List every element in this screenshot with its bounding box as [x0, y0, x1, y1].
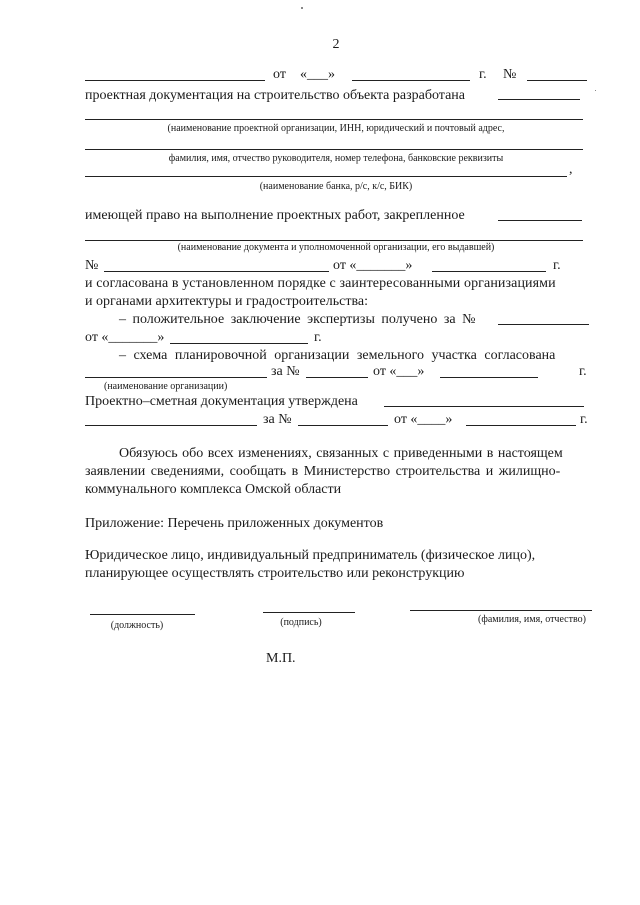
caption-director: фамилия, имя, отчество руководителя, номер телефона, банковские реквизиты: [168, 153, 504, 164]
label-year: г.: [479, 67, 487, 82]
blank-line[interactable]: [384, 406, 584, 407]
pledge-line-3: коммунального комплекса Омской области: [85, 482, 342, 497]
pledge-line-1: Обязуюсь обо всех изменениях, связанных с приведенными в настоящем: [119, 446, 563, 461]
label-year: г.: [580, 412, 588, 427]
caption-bank: (наименование банка, р/с, к/с, БИК): [259, 181, 413, 192]
stamp-place: М.П.: [266, 651, 296, 666]
caption-signature: (подпись): [280, 617, 322, 628]
blank-line[interactable]: [85, 119, 583, 120]
blank-line[interactable]: [498, 99, 580, 100]
date-ot: от «____»: [394, 412, 453, 427]
license-text: имеющей право на выполнение проектных работ, закрепленное: [85, 208, 465, 223]
blank-line[interactable]: [85, 149, 583, 150]
blank-line[interactable]: [85, 425, 257, 426]
label-year: г.: [579, 364, 587, 379]
label-ot: от: [273, 67, 286, 82]
blank-line[interactable]: [498, 220, 582, 221]
scheme-text: – схема планировочной организации земельного участка согласована: [119, 348, 556, 363]
label-year: г.: [553, 258, 561, 273]
blank-line[interactable]: [432, 271, 546, 272]
full-name-line[interactable]: [410, 610, 592, 611]
blank-line[interactable]: [85, 176, 567, 177]
position-line[interactable]: [90, 614, 195, 615]
label-num: №: [503, 67, 517, 82]
blank-line[interactable]: [298, 425, 388, 426]
blank-line[interactable]: [85, 240, 583, 241]
blank-line[interactable]: [466, 425, 576, 426]
blank-line[interactable]: [527, 80, 587, 81]
agreed-text-2: и органами архитектуры и градостроительства:: [85, 294, 368, 309]
blank-line[interactable]: [170, 343, 308, 344]
scan-speck: [301, 7, 303, 9]
blank-line[interactable]: [104, 271, 329, 272]
entity-line-2: планирующее осуществлять строительство или реконструкцию: [85, 566, 465, 581]
label-year: г.: [314, 330, 322, 345]
blank-line[interactable]: [440, 377, 538, 378]
label-num: №: [85, 258, 99, 273]
expertise-text: – положительное заключение экспертизы получено за №: [119, 312, 476, 327]
blank-line[interactable]: [85, 80, 265, 81]
date-ot: от «_______»: [333, 258, 413, 273]
attachment-text: Приложение: Перечень приложенных документов: [85, 516, 384, 531]
pledge-line-2: заявлении сведениями, сообщать в Министерство строительства и жилищно-: [85, 464, 561, 479]
blank-line[interactable]: [352, 80, 470, 81]
comma: ,: [569, 162, 573, 177]
caption-document: (наименование документа и уполномоченной организации, его выдавшей): [177, 242, 495, 253]
date-ot: от «___»: [373, 364, 425, 379]
scan-speck: [595, 90, 596, 91]
blank-line[interactable]: [498, 324, 589, 325]
project-developed-text: проектная документация на строительство объекта разработана: [85, 88, 465, 103]
caption-full-name: (фамилия, имя, отчество): [478, 614, 586, 625]
signature-line[interactable]: [263, 612, 355, 613]
date-quote: «___»: [300, 67, 335, 82]
date-ot: от «_______»: [85, 330, 165, 345]
entity-line-1: Юридическое лицо, индивидуальный предприниматель (физическое лицо),: [85, 548, 536, 563]
agreed-text-1: и согласована в установленном порядке с заинтересованными организациями: [85, 276, 556, 291]
label-za-num: за №: [271, 364, 300, 379]
caption-organization: (наименование проектной организации, ИНН, юридический и почтовый адрес,: [167, 123, 505, 134]
approved-text: Проектно–сметная документация утверждена: [85, 394, 358, 409]
page-number: 2: [332, 37, 340, 52]
label-za-num: за №: [263, 412, 292, 427]
blank-line[interactable]: [85, 377, 267, 378]
blank-line[interactable]: [306, 377, 368, 378]
caption-position: (должность): [110, 620, 164, 631]
caption-organization-name: (наименование организации): [104, 381, 228, 392]
